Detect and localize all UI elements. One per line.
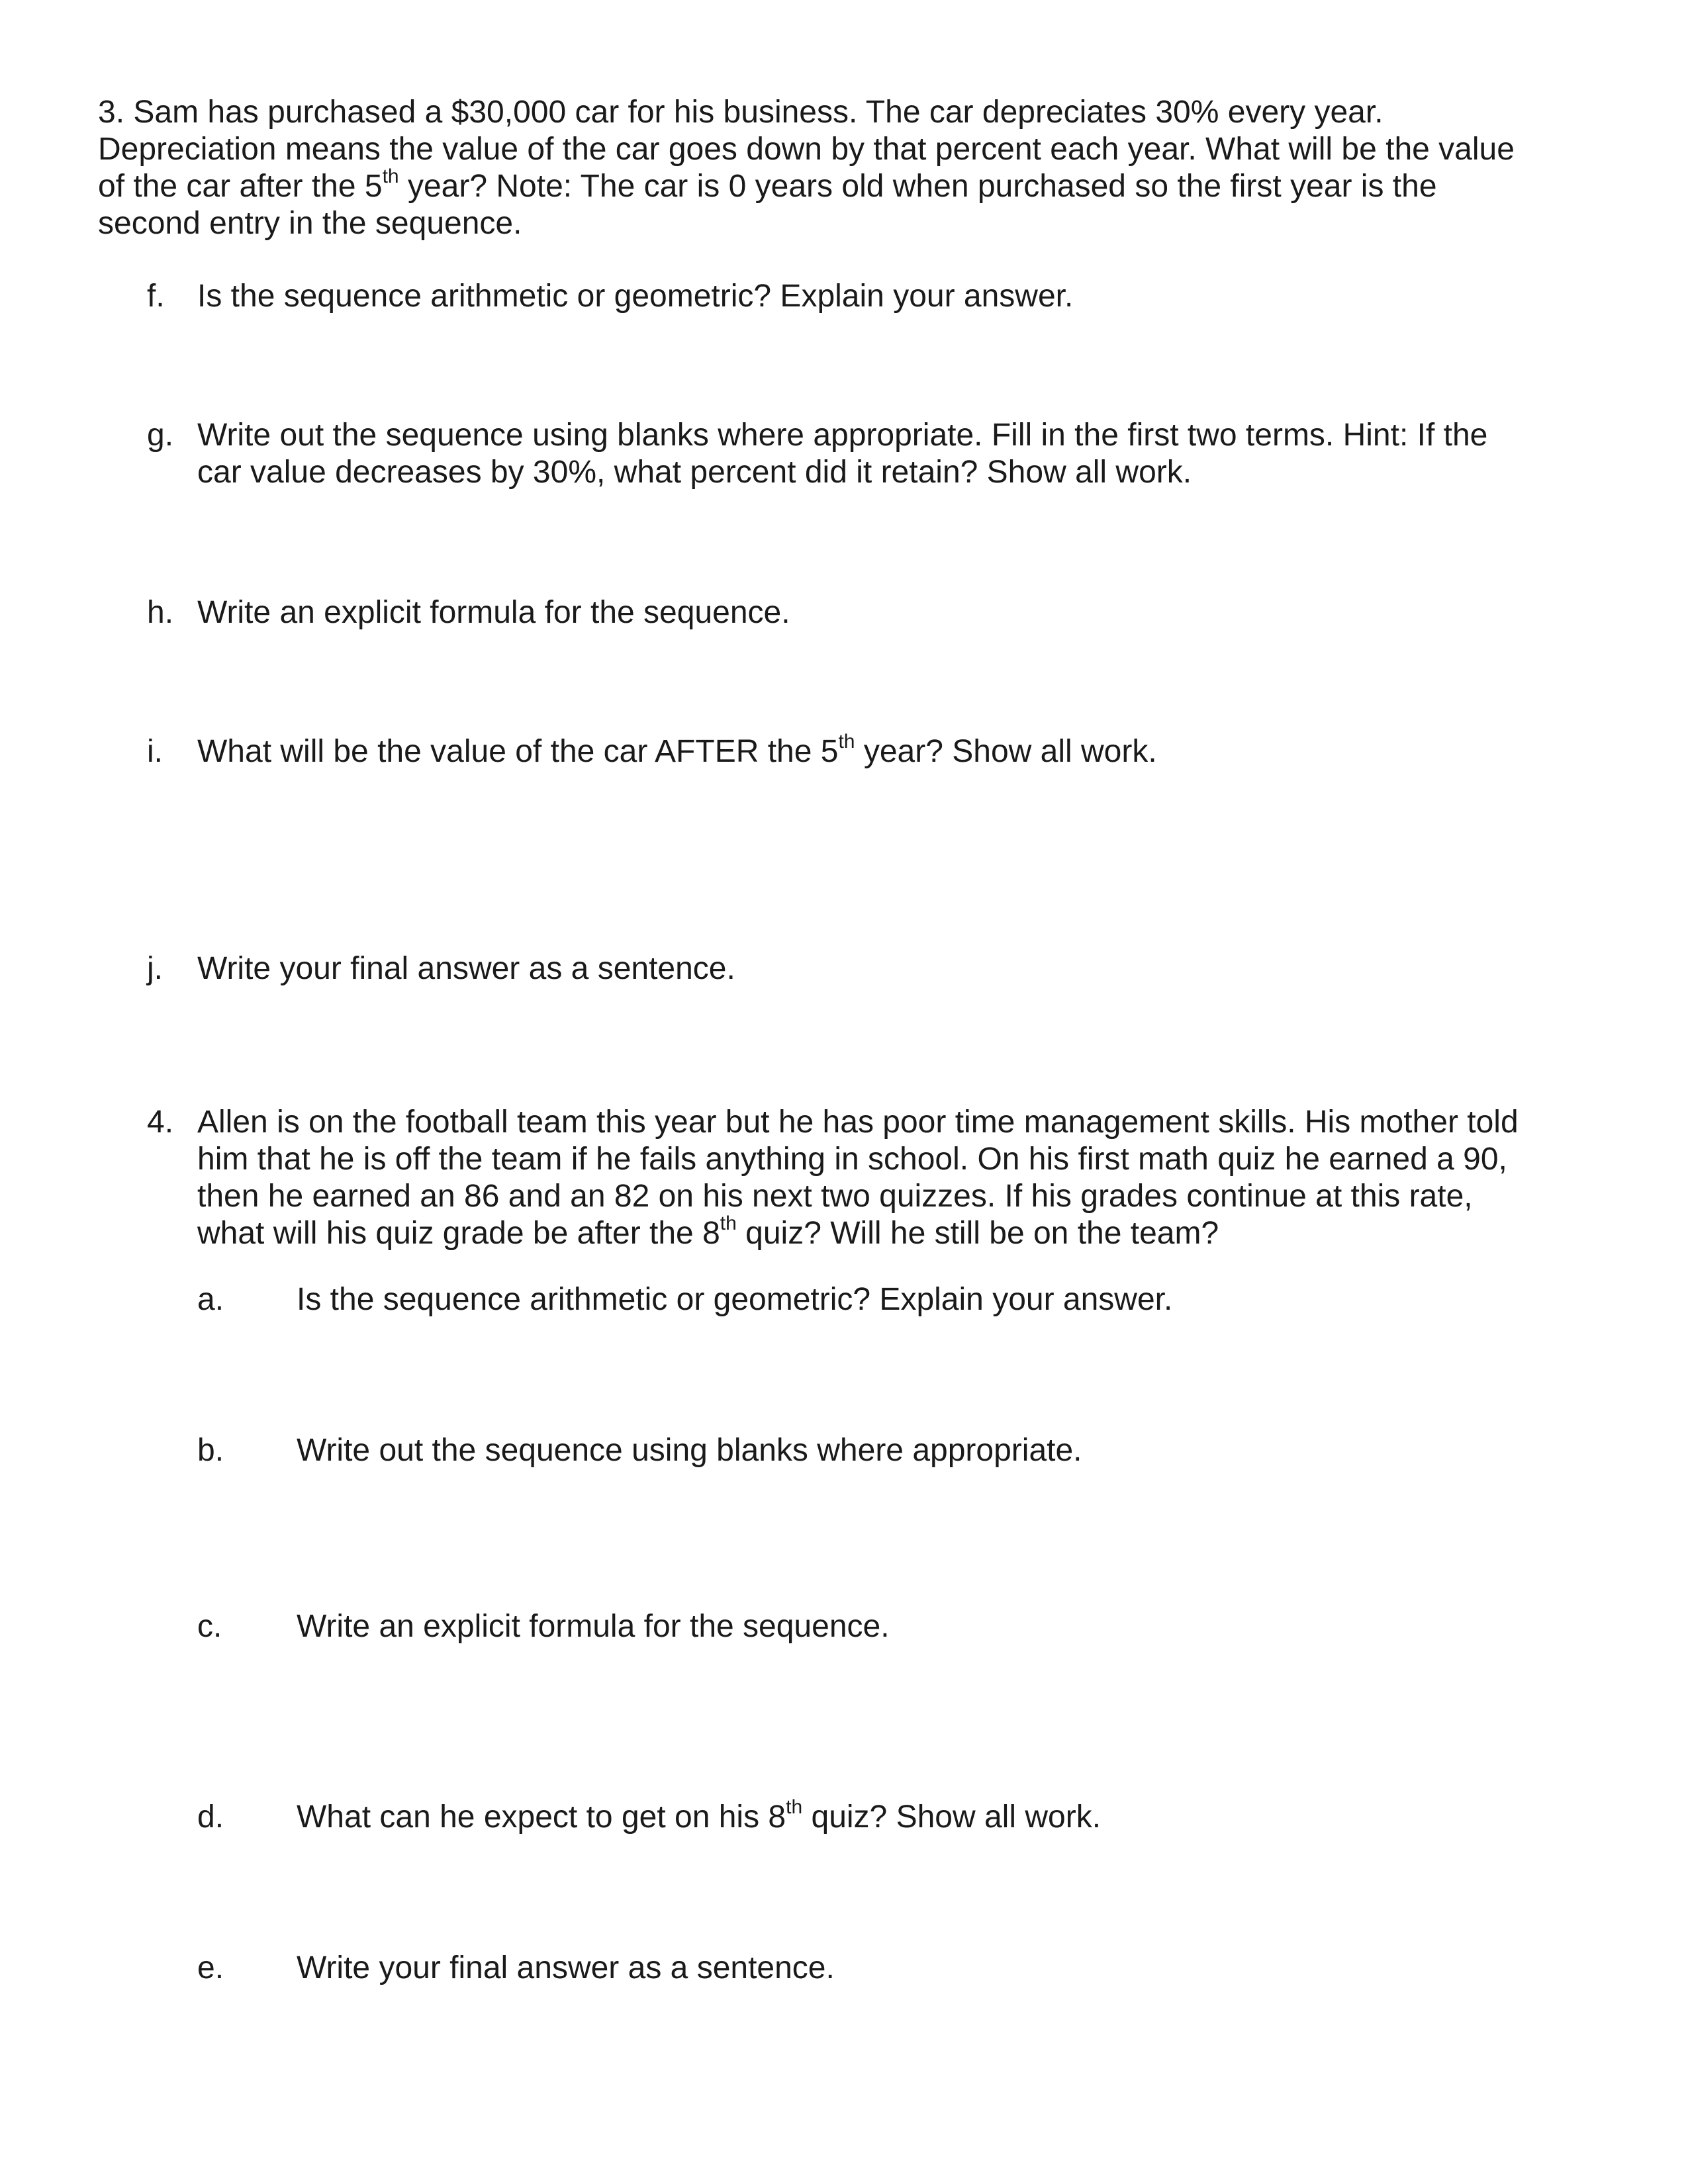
problem-4-line-3: then he earned an 86 and an 82 on his next two quizzes. If his grades continue at this rate, <box>197 1179 1473 1214</box>
item-i-marker: i. <box>147 734 163 769</box>
item-j-marker: j. <box>147 951 163 986</box>
problem-3-line-1: 3. Sam has purchased a $30,000 car for his business. The car depreciates 30% every year. <box>98 95 1383 130</box>
item-i-text-a: What will be the value of the car AFTER the 5 <box>197 734 839 769</box>
item-d-sup: th <box>786 1796 803 1818</box>
item-a-text: Is the sequence arithmetic or geometric? Explain your answer. <box>297 1282 1173 1317</box>
item-g-line-1: Write out the sequence using blanks where appropriate. Fill in the first two terms. Hint: If the <box>197 418 1488 453</box>
item-i-sup: th <box>838 731 855 752</box>
item-b-text: Write out the sequence using blanks where appropriate. <box>297 1433 1082 1468</box>
item-d-marker: d. <box>197 1799 224 1835</box>
item-d-text-b: quiz? Show all work. <box>802 1799 1102 1835</box>
item-j-text: Write your final answer as a sentence. <box>197 951 735 986</box>
problem-3-line-2: Depreciation means the value of the car goes down by that percent each year. What will be the value <box>98 132 1515 167</box>
problem-3-line-3-sup: th <box>382 165 399 187</box>
item-a-marker: a. <box>197 1282 224 1317</box>
item-g-text <box>197 417 1487 491</box>
problem-3-prompt <box>98 94 1607 242</box>
problem-4-line-4-a: what will his quiz grade be after the 8 <box>197 1216 720 1251</box>
problem-4-line-4-sup: th <box>720 1212 737 1234</box>
problem-4-marker: 4. <box>147 1105 174 1140</box>
item-b-marker: b. <box>197 1433 224 1468</box>
item-c-text: Write an explicit formula for the sequence. <box>297 1609 890 1644</box>
item-h-text: Write an explicit formula for the sequence. <box>197 595 790 630</box>
item-i-text-b: year? Show all work. <box>855 734 1157 769</box>
item-c-marker: c. <box>197 1609 222 1644</box>
problem-3-line-3-b: year? Note: The car is 0 years old when purchased so the first year is the <box>399 169 1437 204</box>
item-f-text: Is the sequence arithmetic or geometric? Explain your answer. <box>197 279 1074 314</box>
problem-4-line-4-b: quiz? Will he still be on the team? <box>736 1216 1219 1251</box>
problem-3-line-3-a: of the car after the 5 <box>98 169 383 204</box>
problem-4-line-4 <box>197 1212 1636 1252</box>
problem-3-line-4: second entry in the sequence. <box>98 206 522 241</box>
item-g-marker: g. <box>147 418 174 453</box>
problem-4-text <box>197 1104 1636 1252</box>
item-i-text <box>197 733 1157 770</box>
item-d-text <box>297 1796 1102 1836</box>
problem-3-line-3 <box>98 165 1607 205</box>
item-h-marker: h. <box>147 595 174 630</box>
item-d-text-a: What can he expect to get on his 8 <box>297 1799 786 1835</box>
item-g-line-2: car value decreases by 30%, what percent did it retain? Show all work. <box>197 455 1192 490</box>
problem-4-line-1: Allen is on the football team this year but he has poor time management skills. His mother told <box>197 1105 1519 1140</box>
item-e-text: Write your final answer as a sentence. <box>297 1950 835 1985</box>
item-f-marker: f. <box>147 279 165 314</box>
item-e-marker: e. <box>197 1950 224 1985</box>
problem-4-line-2: him that he is off the team if he fails anything in school. On his first math quiz he earned a 90, <box>197 1142 1507 1177</box>
